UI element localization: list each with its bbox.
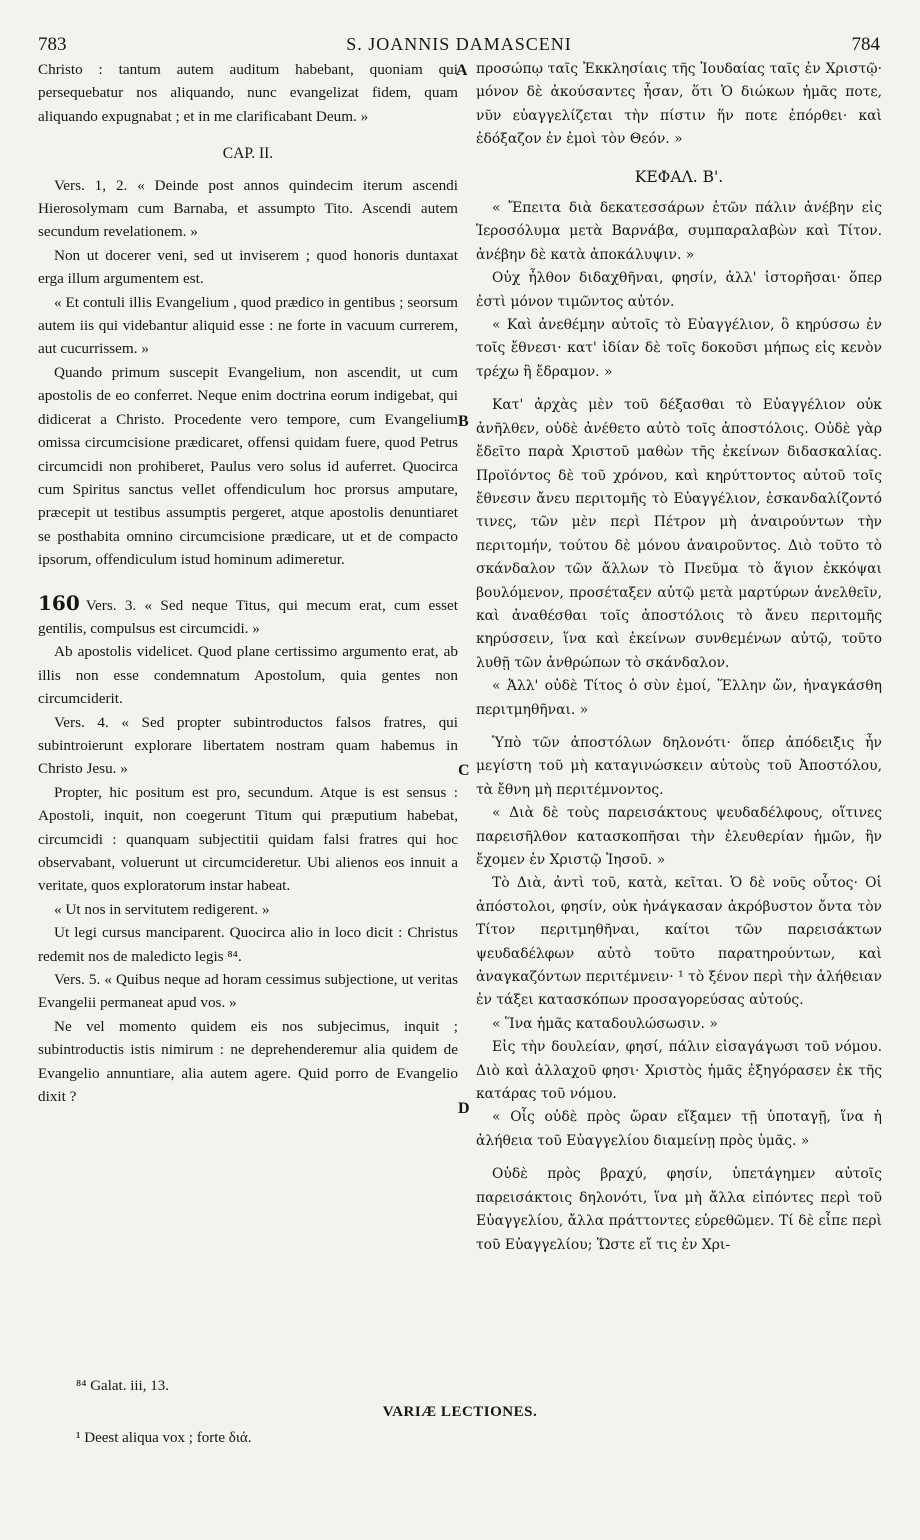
greek-paragraph: « Ἵνα ἡμᾶς καταδουλώσωσιν. » — [492, 1015, 718, 1032]
latin-paragraph: Ab apostolis videlicet. Quod plane certissimo argumento erat, ab illis non esse condemnatum Apostolum, quia gentes non circumciderit. — [38, 643, 458, 708]
latin-paragraph-160 — [38, 592, 458, 641]
latin-paragraph: Ne vel momento quidem eis nos subjecimus, inquit ; subintroductis istis nimirum : ne deprehenderemur alia quidem de Evangelio annuntiare, alia autem agere. Quid porro de Evangelio dixit ? — [38, 1017, 458, 1106]
page-header — [38, 34, 880, 58]
latin-column — [38, 58, 458, 1108]
greek-column — [476, 58, 882, 1257]
section-marker-c: C — [458, 762, 470, 779]
greek-paragraph: « Καὶ ἀνεθέμην αὐτοῖς τὸ Εὐαγγέλιον, ὃ κηρύσσω ἐν τοῖς ἔθνεσι· κατ' ἰδίαν δὲ τοῖς δοκοῦσι μήπως εἰς κενὸν τρέχω ἢ ἔδραμον. » — [476, 317, 882, 380]
greek-paragraph: Εἰς τὴν δουλείαν, φησί, πάλιν εἰσαγάγωσι τοῦ νόμου. Διὸ καὶ ἀλλαχοῦ φησι· Χριστὸς ἡμᾶς ἐξηγόρασεν ἐκ τῆς κατάρας τοῦ νόμου. — [476, 1039, 882, 1103]
latin-paragraph: Propter, hic positum est pro, secundum. Atque is est sensus : Apostoli, inquit, non coegerunt Titum qui præputium habebat, circumcidi : quanquam subjectitii quidam falsi fratres qui hoc observabant, voluerunt ut circumcideretur. Ubi alienos eos innuit a veritate, quos exploratorum instar habeat. — [38, 783, 458, 895]
variae-lectiones-heading: VARIÆ LECTIONES. — [382, 1404, 538, 1420]
section-marker-a: A — [456, 62, 468, 79]
greek-chapter-heading: ΚΕΦΑΛ. Β'. — [634, 167, 724, 186]
greek-paragraph: Κατ' ἀρχὰς μὲν τοῦ δέξασθαι τὸ Εὐαγγέλιον οὐκ ἀνῆλθεν, οὐδὲ ἀνέθετο αὐτὸ τοῖς ἀποστόλοις. Οὐδὲ γὰρ ἔδεῖτο παρὰ Χριστοῦ μαθὼν τῆς ἐκείνων διδασκαλίας. Προϊόντος δὲ τοῦ χρόνου, καὶ κηρύττοντος αὐτοῦ τοῖς ἔθνεσιν ἄνευ περιτομῆς τὸ Εὐαγγέλιον, ἐσκανδαλίζοντό τινες, τῶν μὲν περὶ Πέτρον μὴ ἀναιρούντων τὴν περιτομήν, τούτου δὲ μόνου ἀναιροῦντος. Διὸ τοῦτο τὸ σκάνδαλον τῶν ἄλλων τὸ Πνεῦμα τὸ ἅγιον ἐκκόψαι βουλόμενον, προσέταξεν αὐτῷ μετὰ μαρτύρων ἀνελθεῖν, καὶ ἀναθέσθαι τοῖς ἀποστόλοις τὸ ἄνευ περιτομῆς κηρύσσειν, ἵνα καὶ ἐκείνων συνθεμένων αὐτῷ, τοῦτο λυθῇ τῶν ἀνθρώπων τὸ σκάνδαλον. — [476, 397, 882, 671]
greek-paragraph: Οὐχ ἦλθον διδαχθῆναι, φησίν, ἀλλ' ἱστορῆσαι· ὅπερ ἐστὶ μόνον τιμῶντος αὐτόν. — [476, 270, 882, 310]
latin-paragraph: Vers. 5. « Quibus neque ad horam cessimus subjectione, ut veritas Evangelii permaneat apud vos. » — [38, 971, 458, 1012]
greek-paragraph: προσώπῳ ταῖς Ἐκκλησίαις τῆς Ἰουδαίας ταῖς ἐν Χριστῷ· μόνον δὲ ἀκούσαντες ἦσαν, ὅτι Ὁ διώκων ἡμᾶς ποτε, νῦν εὐαγγελίζεται τὴν πίστιν ἥν ποτε ἐπόρθει· καὶ ἐδόξαζον ἐν ἐμοὶ τὸν Θεόν. » — [476, 61, 882, 148]
greek-paragraph: Ὑπὸ τῶν ἀποστόλων δηλονότι· ὅπερ ἀπόδειξις ἦν μεγίστη τοῦ μὴ καταγινώσκειν αὐτοὺς τοῦ Ἀποστόλου, τὰ ἔθνη μὴ περιτέμνοντος. — [476, 734, 882, 798]
latin-paragraph: « Et contuli illis Evangelium , quod prædico in gentibus ; seorsum autem iis qui videbantur aliquid esse : ne forte in vacuum currerem, aut cucurrissem. » — [38, 293, 458, 358]
latin-paragraph: Non ut docerer veni, sed ut inviserem ; quod honoris duntaxat erga illum argumentem est. — [38, 246, 458, 288]
column-number-160: 160 — [38, 590, 80, 615]
latin-verse-3: Vers. 3. « Sed neque Titus, qui mecum erat, cum esset gentilis, compulsus est circumcidi. » — [38, 596, 458, 637]
running-title: S. JOANNIS DAMASCENI — [346, 34, 572, 54]
latin-chapter-heading: CAP. II. — [222, 145, 274, 163]
section-marker-b: B — [458, 413, 469, 430]
variant-reading-1: ¹ Deest aliqua vox ; forte διά. — [76, 1430, 252, 1446]
latin-paragraph: Christo : tantum autem auditum habebant, quoniam qui persequebatur nos aliquando, nunc evangelizat fidem, quam aliquando expugnabat ; et in me clarificabant Deum. » — [38, 61, 458, 125]
latin-paragraph: Ut legi cursus manciparent. Quocirca alio in loco dicit : Christus redemit nos de maledicto legis ⁸⁴. — [38, 924, 458, 965]
greek-paragraph: « Οἷς οὐδὲ πρὸς ὥραν εἴξαμεν τῇ ὑποταγῇ, ἵνα ἡ ἀλήθεια τοῦ Εὐαγγελίου διαμείνῃ πρὸς ὑμᾶς. » — [476, 1109, 882, 1149]
latin-paragraph: Vers. 1, 2. « Deinde post annos quindecim iterum ascendi Hierosolymam cum Barnaba, et assumpto Tito. Ascendi autem secundum revelationem. » — [38, 176, 458, 241]
greek-paragraph: Τὸ Διὰ, ἀντὶ τοῦ, κατὰ, κεῖται. Ὁ δὲ νοῦς οὗτος· Οἱ ἀπόστολοι, φησίν, οὐκ ἠνάγκασαν ἀκρόβυστον ὄντα τὸν Τίτον περιτμηθῆναι, καίτοι τῶν παρεισάκτων ψευδαδέλφων αὐτὸ τοῦτο παρατηρούντων, καὶ ἀναγκαζόντων περιτέμνειν· ¹ τὸ ξένον περὶ τὴν ἀλήθειαν ἐν τάξει κατασκόπων προσαγορεύσας αὐτούς. — [476, 875, 882, 1009]
greek-paragraph: « Διὰ δὲ τοὺς παρεισάκτους ψευδαδέλφους, οἵτινες παρεισῆλθον κατασκοπῆσαι τὴν ἐλευθερίαν ἡμῶν, ἣν ἔχομεν ἐν Χριστῷ Ἰησοῦ. » — [476, 805, 882, 868]
greek-paragraph: « Ἀλλ' οὐδὲ Τίτος ὁ σὺν ἐμοί, Ἕλλην ὤν, ἠναγκάσθη περιτμηθῆναι. » — [476, 678, 882, 718]
footnote-84: ⁸⁴ Galat. iii, 13. — [76, 1378, 169, 1394]
page-number-right: 784 — [851, 34, 880, 55]
section-marker-d: D — [458, 1100, 470, 1117]
greek-paragraph: Οὐδὲ πρὸς βραχύ, φησίν, ὑπετάγημεν αὐτοῖς παρεισάκτοις δηλονότι, ἵνα μὴ ἄλλα εἰπόντες περὶ τοῦ Εὐαγγελίου, ἄλλα πράττοντες εὑρεθῶμεν. Τί δὲ εἶπε περὶ τοῦ Εὐαγγελίου; Ὥστε εἴ τις ἐν Χρι- — [476, 1166, 882, 1253]
latin-paragraph: « Ut nos in servitutem redigerent. » — [54, 900, 270, 918]
page-number-left: 783 — [38, 34, 67, 55]
latin-paragraph: Quando primum suscepit Evangelium, non ascendit, ut cum apostolis de eo conferret. Neque enim doctrina eorum indigebat, qui didicerat a Christo. Procedente vero tempore, cum Evangelium omissa circumcisione prædicaret, offensi quidam fuere, quod Petrus circumcidi non prohiberet, Paulus vero solus id auferret. Quocirca cum Spiritus sanctus vellet offendiculum hoc prorsus amputare, præcepit ut testibus assumptis pergeret, atque apostolis denuntiaret se posthabita omnino circumcisione prædicare, ut et de compacto ipsorum, offendiculum istud hominum adimeretur. — [38, 363, 458, 569]
latin-paragraph: Vers. 4. « Sed propter subintroductos falsos fratres, qui subintroierunt explorare libertatem nostram quam habemus in Christo Jesu. » — [38, 713, 458, 778]
greek-paragraph: « Ἔπειτα διὰ δεκατεσσάρων ἐτῶν πάλιν ἀνέβην εἰς Ἱεροσόλυμα μετὰ Βαρνάβα, συμπαραλαβὼν καὶ Τίτον. ἀνέβην δὲ κατὰ ἀποκάλυψιν. » — [476, 200, 882, 263]
